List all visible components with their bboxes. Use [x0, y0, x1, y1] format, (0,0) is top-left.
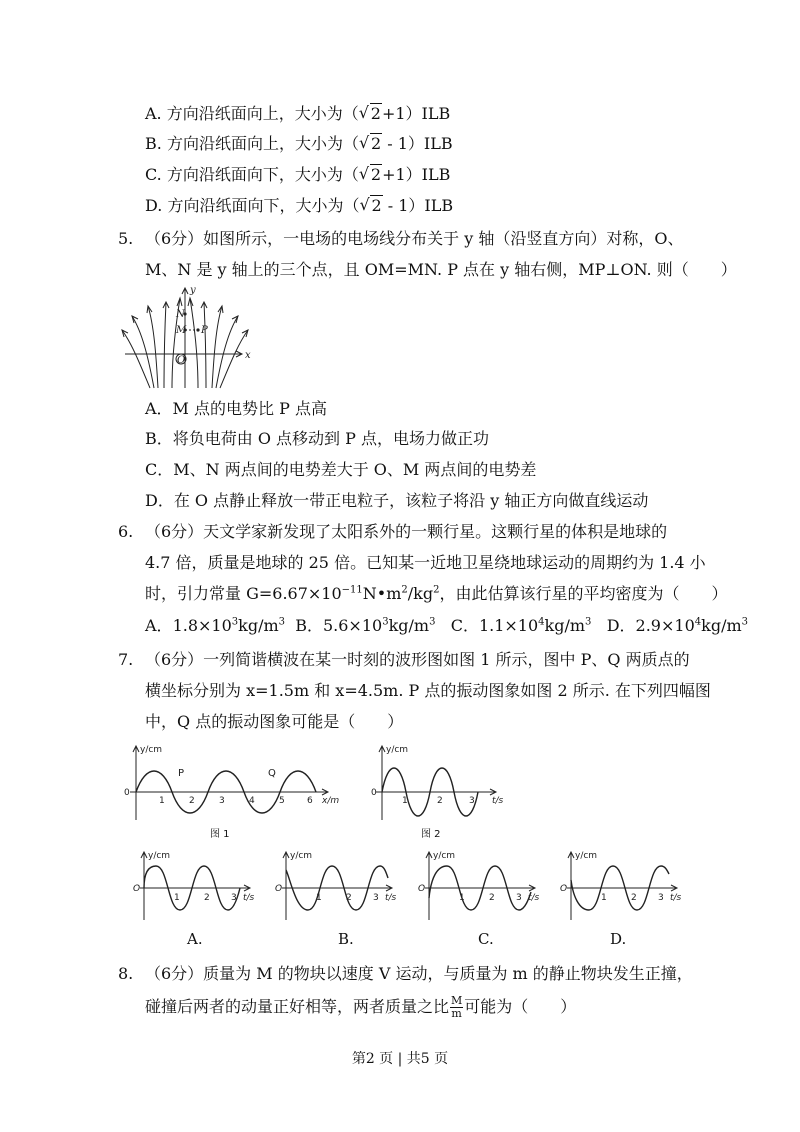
- q7-choice-b-xlabel: t/s: [385, 893, 397, 903]
- q5-fig-label-m: M: [176, 325, 187, 336]
- q7-choice-c-tick: 2: [489, 893, 495, 903]
- q7-number: 7.: [118, 650, 134, 669]
- q6-option-a: A．$1.8\times 10^3kg/m^3$: [145, 616, 286, 635]
- q6-option-c: C．$1.1\times 10^4kg/m^3$: [450, 616, 592, 635]
- q6-number: 6.: [118, 522, 134, 541]
- q7-choice-b-ylabel: y/cm: [290, 851, 313, 861]
- q4-option-b: B. 方向沿纸面向上，大小为（√ 2 - 1）ILB: [145, 133, 453, 155]
- q5-option-c: C．M、N 两点间的电势差大于 O、M 两点间的电势差: [145, 460, 537, 479]
- q5-stem-line2: M、N 是 y 轴上的三个点，且 OM=MN. P 点在 y 轴右侧，MP⊥ON. 则（ ）: [145, 260, 737, 279]
- q7-fig1-tick: 4: [249, 796, 255, 806]
- q6-stem-line3: 时，引力常量 $G=6.67\times 10^{-11}N•m^2/kg^2$，由此估算该行星的平均密度为（ ）: [145, 584, 728, 603]
- q7-choice-c-origin: O: [418, 884, 426, 894]
- q4-option-c: C. 方向沿纸面向下，大小为（√ 2+1）ILB: [145, 164, 450, 186]
- q5-fig-label-n: N: [176, 309, 185, 320]
- q7-fig1-tick: 1: [159, 796, 165, 806]
- q7-fig1-origin: 0: [124, 788, 130, 798]
- q7-stem-line3: 中，Q 点的振动图象可能是（ ）: [145, 712, 404, 731]
- q7-choice-b-origin: O: [275, 884, 283, 894]
- q5-fig-label-p: P: [201, 325, 208, 336]
- q8-stem-line1: （6分）质量为 M 的物块以速度 V 运动，与质量为 m 的静止物块发生正撞，: [145, 964, 693, 983]
- q5-field-figure: [120, 284, 260, 392]
- q6-option-b: B．$5.6\times 10^3kg/m^3$: [295, 616, 436, 635]
- q7-stem-line2: 横坐标分别为 x=1.5m 和 x=4.5m. P 点的振动图象如图 2 所示. 在下列四幅图: [145, 681, 711, 700]
- q7-choice-a-xlabel: t/s: [243, 893, 255, 903]
- q7-choice-b-tick: 3: [373, 893, 379, 903]
- q7-choice-a-ylabel: y/cm: [148, 851, 171, 861]
- q7-choice-d-tick: 2: [631, 893, 637, 903]
- q7-choice-c-graph: [415, 848, 545, 923]
- q4-option-a: A. 方向沿纸面向上，大小为（√ 2+1）ILB: [145, 103, 450, 125]
- q7-fig1-caption: 图 1: [210, 829, 230, 840]
- q8-number: 8.: [118, 964, 134, 983]
- q5-option-b: B．将负电荷由 O 点移动到 P 点，电场力做正功: [145, 429, 489, 448]
- q7-choice-a-graph: [130, 848, 260, 923]
- q5-fig-label-y: y: [190, 285, 196, 296]
- q7-choice-c-ylabel: y/cm: [433, 851, 456, 861]
- q7-choice-c-tick: 1: [459, 893, 465, 903]
- q7-choice-a-tick: 3: [231, 893, 237, 903]
- q7-fig1-tick: 6: [307, 796, 313, 806]
- q7-choice-d-xlabel: t/s: [670, 893, 682, 903]
- q7-choice-a-tick: 2: [204, 893, 210, 903]
- q7-fig1-point-q: Q: [268, 768, 276, 779]
- q7-choice-a-tick: 1: [174, 893, 180, 903]
- q5-fig-label-x: x: [245, 350, 251, 361]
- q4-option-d: D. 方向沿纸面向下，大小为（√ 2 - 1）ILB: [145, 195, 453, 217]
- q7-choice-b-tick: 2: [346, 893, 352, 903]
- q7-choice-d-origin: O: [560, 884, 568, 894]
- q7-choice-a-origin: O: [133, 884, 141, 894]
- q7-fig2-tick: 2: [437, 796, 443, 806]
- q7-fig2-tick: 3: [469, 796, 475, 806]
- q5-fig-label-o: O: [177, 355, 186, 366]
- q7-stem-line1: （6分）一列简谐横波在某一时刻的波形图如图 1 所示，图中 P、Q 两质点的: [145, 650, 690, 669]
- q7-choice-b-tick: 1: [316, 893, 322, 903]
- q7-choice-c-caption: C.: [478, 930, 494, 948]
- q7-choice-a-caption: A.: [187, 930, 203, 948]
- q7-fig1-tick: 2: [189, 796, 195, 806]
- q8-mass-ratio-fraction: $\frac{M}{m}$: [451, 994, 463, 1020]
- q5-number: 5.: [118, 229, 134, 248]
- q5-stem-line1: （6分）如图所示，一电场的电场线分布关于 y 轴（沿竖直方向）对称，O、: [145, 229, 684, 248]
- q7-fig1-xlabel: x/m: [322, 796, 340, 806]
- q8-stem-line2: 碰撞后两者的动量正好相等，两者质量之比 $\frac{M}{m}$ 可能为（ ）: [145, 994, 577, 1020]
- q7-fig1-ylabel: y/cm: [140, 745, 163, 755]
- q7-fig2-ylabel: y/cm: [386, 745, 409, 755]
- q7-fig2-tick: 1: [402, 796, 408, 806]
- q5-option-a: A．M 点的电势比 P 点高: [145, 399, 327, 418]
- q6-options: [145, 615, 748, 637]
- q7-fig1-tick: 3: [219, 796, 225, 806]
- q7-choice-c-tick: 3: [516, 893, 522, 903]
- q7-fig2-origin: 0: [371, 788, 377, 798]
- q6-stem-line1: （6分）天文学家新发现了太阳系外的一颗行星。这颗行星的体积是地球的: [145, 522, 668, 541]
- q7-fig2-caption: 图 2: [421, 829, 441, 840]
- q7-choice-d-ylabel: y/cm: [575, 851, 598, 861]
- q7-choice-d-tick: 3: [658, 893, 664, 903]
- q7-fig1-point-p: P: [178, 768, 185, 779]
- q6-option-d: D．$2.9\times 10^4kg/m^3$: [606, 616, 748, 635]
- q7-figure2: [368, 742, 508, 824]
- page-footer: 第2 页 | 共5 页: [351, 1051, 449, 1067]
- q7-choice-b-graph: [272, 848, 402, 923]
- q5-option-d: D．在 O 点静止释放一带正电粒子，该粒子将沿 y 轴正方向做直线运动: [145, 491, 649, 510]
- q7-choice-d-caption: D.: [610, 930, 627, 948]
- q7-figure1: [118, 742, 348, 824]
- q7-choice-b-caption: B.: [338, 930, 354, 948]
- q7-fig2-xlabel: t/s: [492, 796, 504, 806]
- q7-choice-d-tick: 1: [601, 893, 607, 903]
- q7-choice-c-xlabel: t/s: [528, 893, 540, 903]
- q7-choice-d-graph: [557, 848, 687, 923]
- q7-fig1-tick: 5: [279, 796, 285, 806]
- q6-stem-line2: 4.7 倍，质量是地球的 25 倍。已知某一近地卫星绕地球运动的周期约为 1.4 小: [145, 553, 706, 572]
